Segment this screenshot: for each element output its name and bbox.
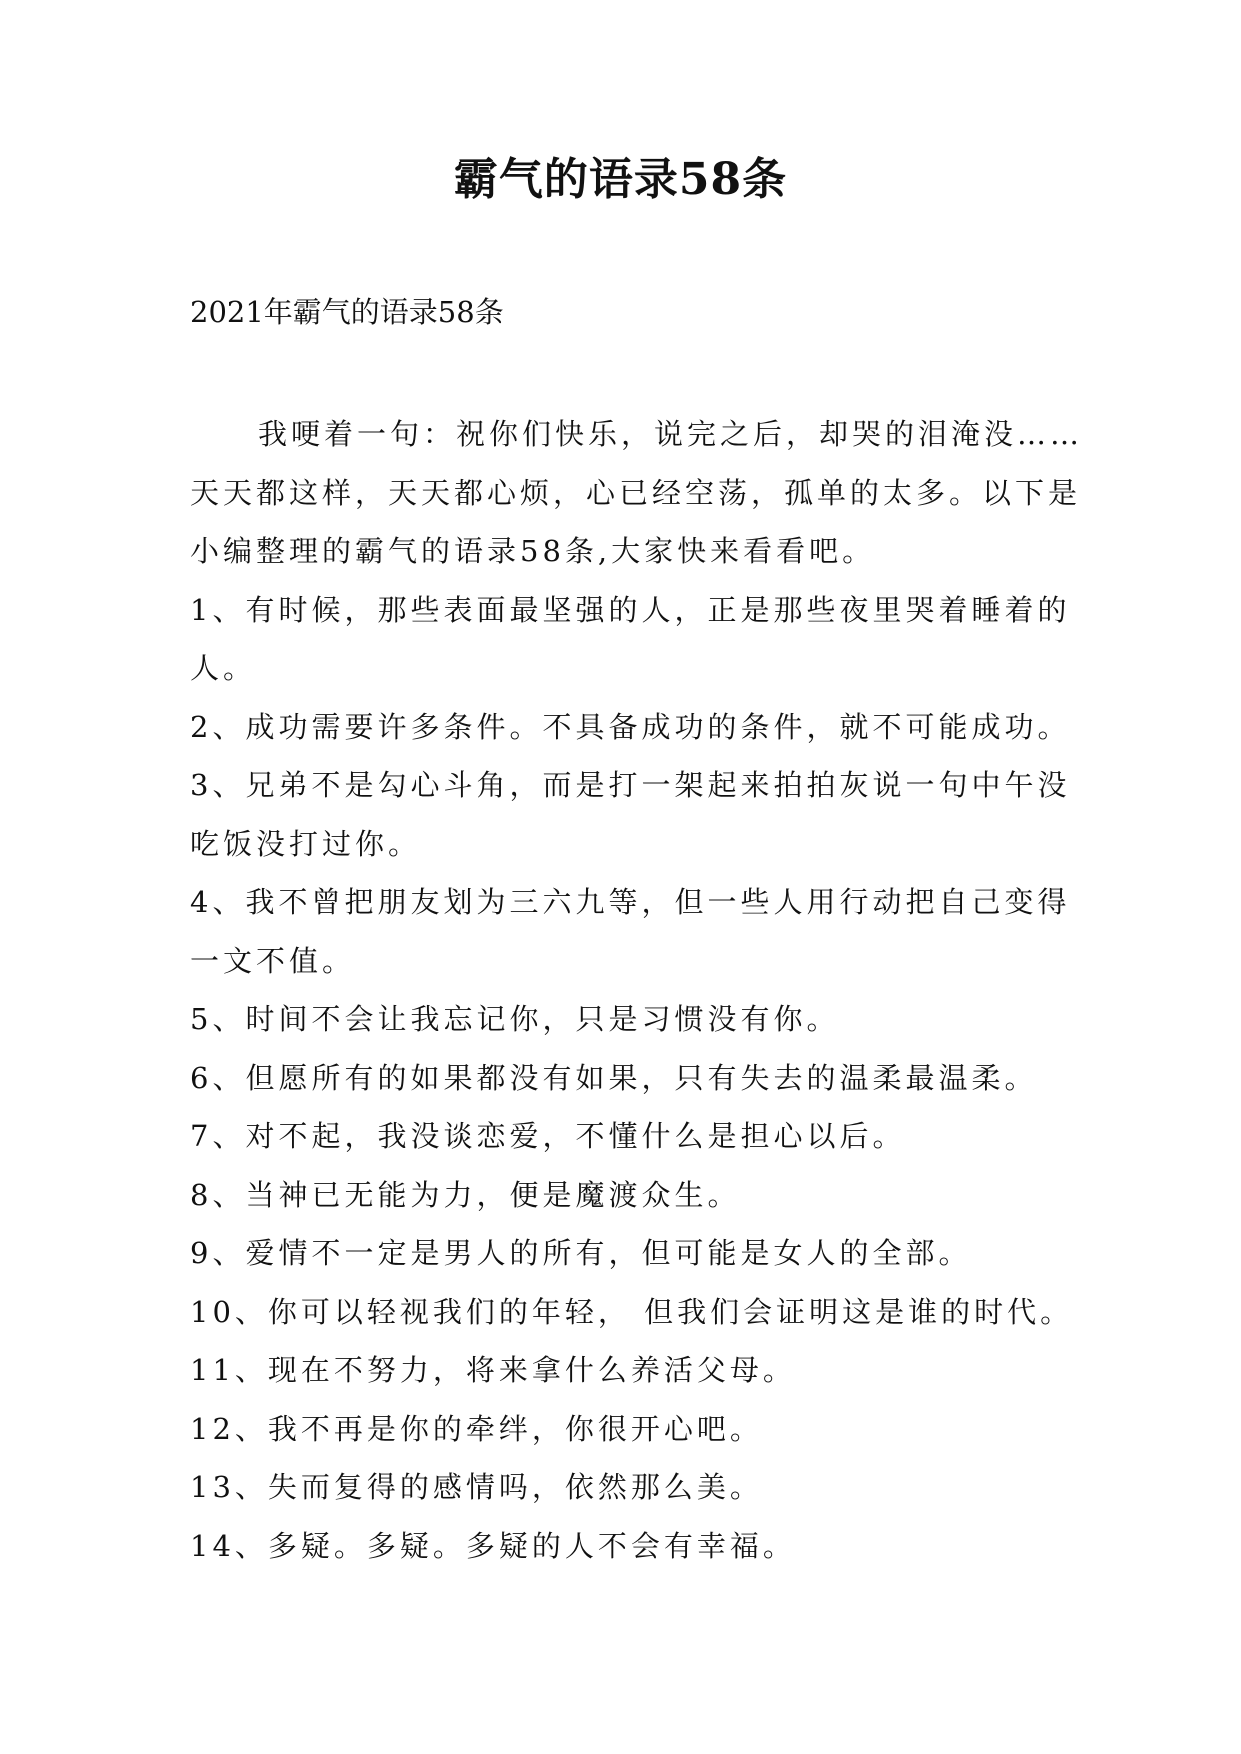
quote-item: 13、失而复得的感情吗，依然那么美。 <box>190 1470 763 1504</box>
quote-item: 3、兄弟不是勾心斗角，而是打一架起来拍拍灰说一句中午没吃饭没打过你。 <box>190 768 1071 861</box>
intro-paragraph: 我哽着一句：祝你们快乐，说完之后，却哭的泪淹没……天天都这样，天天都心烦，心已经空荡，孤单的太多。以下是小编整理的霸气的语录58条,大家快来看看吧。 <box>190 417 1084 568</box>
quote-item: 1、有时候，那些表面最坚强的人，正是那些夜里哭着睡着的人。 <box>190 592 1071 685</box>
quote-item: 2、成功需要许多条件。不具备成功的条件，就不可能成功。 <box>190 709 1071 744</box>
quote-item: 7、对不起，我没谈恋爱，不懂什么是担心以后。 <box>190 1119 906 1153</box>
quote-item: 11、现在不努力，将来拿什么养活父母。 <box>190 1353 796 1387</box>
document-body <box>190 405 1090 1575</box>
document-subtitle: 2021年霸气的语录58条 <box>190 295 504 329</box>
quote-item: 12、我不再是你的牵绊，你很开心吧。 <box>190 1411 763 1446</box>
quote-item: 14、多疑。多疑。多疑的人不会有幸福。 <box>190 1528 796 1563</box>
quote-item: 4、我不曾把朋友划为三六九等，但一些人用行动把自己变得一文不值。 <box>190 885 1071 978</box>
quote-item: 10、你可以轻视我们的年轻， 但我们会证明这是谁的时代。 <box>190 1294 1074 1329</box>
quote-item: 5、时间不会让我忘记你，只是习惯没有你。 <box>190 1002 840 1036</box>
document-title: 霸气的语录58条 <box>453 154 788 205</box>
quote-item: 6、但愿所有的如果都没有如果，只有失去的温柔最温柔。 <box>190 1060 1038 1095</box>
quote-item: 8、当神已无能为力，便是魔渡众生。 <box>190 1177 741 1212</box>
quote-item: 9、爱情不一定是男人的所有，但可能是女人的全部。 <box>190 1236 972 1270</box>
